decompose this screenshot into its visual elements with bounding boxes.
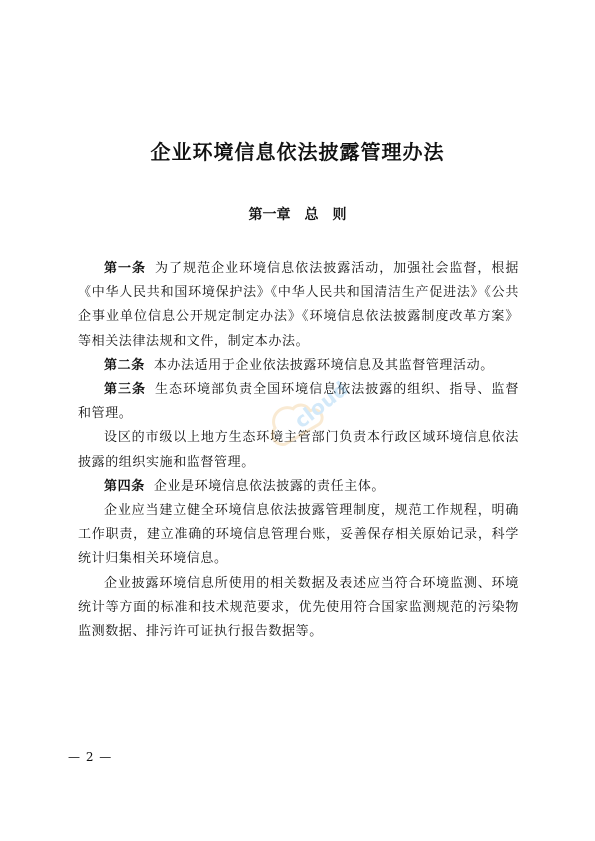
article-4-paragraph-3: [78, 572, 519, 645]
article-text: 生态环境部负责全国环境信息依法披露的组织、指导、监督和管理。: [78, 382, 519, 422]
document-body: [78, 257, 519, 644]
paragraph-text: 企业应当建立健全环境信息依法披露管理制度，规范工作规程，明确工作职责，建立准确的环境信息管理台账，妥善保存相关原始记录，科学统计归集相关环境信息。: [78, 503, 519, 567]
article-label: 第三条: [104, 382, 147, 398]
article-4: [78, 475, 519, 499]
page-number: — 2 —: [68, 750, 113, 764]
chapter-heading: 第一章 总 则: [248, 207, 347, 223]
article-text: 本办法适用于企业依法披露环境信息及其监督管理活动。: [153, 357, 494, 373]
article-label: 第二条: [104, 357, 145, 373]
article-text: 为了规范企业环境信息依法披露活动，加强社会监督，根据《中华人民共和国环境保护法》《中华人民共和国清洁生产促进法》《公共企事业单位信息公开规定制定办法》《环境信息依法披露制度改革方案》等相关法律法规和文件，制定本办法。: [78, 261, 519, 349]
paragraph-text: 设区的市级以上地方生态环境主管部门负责本行政区域环境信息依法披露的组织实施和监督管理。: [78, 430, 519, 470]
article-1: [78, 257, 519, 354]
article-3: [78, 378, 519, 426]
paragraph-text: 企业披露环境信息所使用的相关数据及表述应当符合环境监测、环境统计等方面的标准和技术规范要求，优先使用符合国家监测规范的污染物监测数据、排污许可证执行报告数据等。: [78, 575, 519, 640]
watermark-text: cloud: [289, 376, 353, 433]
article-label: 第四条: [104, 478, 145, 494]
document-title: 企业环境信息依法披露管理办法: [150, 140, 445, 164]
article-3-paragraph-2: [78, 426, 519, 474]
article-text: 企业是环境信息依法披露的责任主体。: [153, 478, 386, 494]
article-label: 第一条: [104, 261, 147, 276]
article-2: [78, 354, 519, 378]
article-4-paragraph-2: [78, 499, 519, 572]
